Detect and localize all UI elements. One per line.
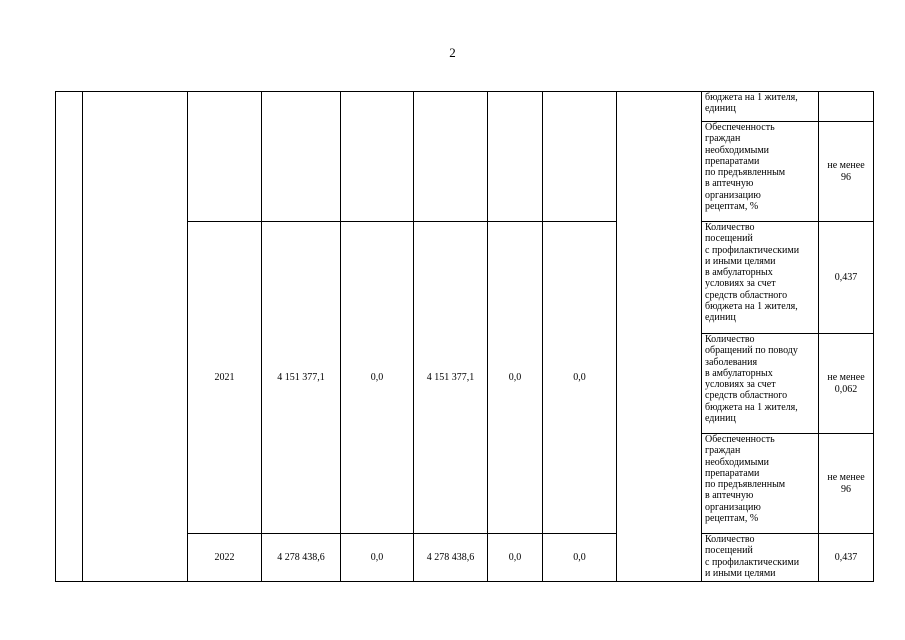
number-cell	[56, 92, 83, 582]
target-cell: 0,437	[819, 222, 874, 334]
indicator-cell: бюджета на 1 жителя, единиц	[702, 92, 819, 122]
target-cell	[819, 92, 874, 122]
indicator-cell: Обеспеченность граждан необходимыми препаратами по предъявленным в аптечную организацию рецептам, %	[702, 434, 819, 534]
target-cell: не менее 96	[819, 434, 874, 534]
fund-cell: 0,0	[543, 222, 617, 534]
total-cell-prev	[262, 92, 341, 222]
fund-cell: 4 151 377,1	[414, 222, 488, 534]
year-cell-prev	[188, 92, 262, 222]
total-cell: 4 278 438,6	[262, 534, 341, 582]
executor-cell	[617, 92, 702, 582]
indicator-cell: Количество обращений по поводу заболевания в амбулаторных условиях за счет средств областного бюджета на 1 жителя, единиц	[702, 334, 819, 434]
indicator-cell: Обеспеченность граждан необходимыми препаратами по предъявленным в аптечную организацию рецептам, %	[702, 122, 819, 222]
target-cell: не менее 96	[819, 122, 874, 222]
program-table	[55, 91, 874, 582]
indicator-cell: Количество посещений с профилактическими и иными целями в амбулаторных условиях за счет средств областного бюджета на 1 жителя, единиц	[702, 222, 819, 334]
fund-cell-prev-1	[341, 92, 414, 222]
fund-cell: 0,0	[341, 534, 414, 582]
year-cell: 2021	[188, 222, 262, 534]
target-cell: 0,437	[819, 534, 874, 582]
fund-cell: 0,0	[488, 534, 543, 582]
table-row	[56, 92, 874, 122]
total-cell: 4 151 377,1	[262, 222, 341, 534]
fund-cell: 0,0	[488, 222, 543, 534]
indicator-cell: Количество посещений с профилактическими и иными целями	[702, 534, 819, 582]
target-cell: не менее 0,062	[819, 334, 874, 434]
fund-cell: 0,0	[543, 534, 617, 582]
fund-cell: 4 278 438,6	[414, 534, 488, 582]
fund-cell-prev-4	[543, 92, 617, 222]
year-cell: 2022	[188, 534, 262, 582]
name-cell	[83, 92, 188, 582]
fund-cell-prev-3	[488, 92, 543, 222]
fund-cell: 0,0	[341, 222, 414, 534]
page-number: 2	[449, 45, 456, 60]
fund-cell-prev-2	[414, 92, 488, 222]
